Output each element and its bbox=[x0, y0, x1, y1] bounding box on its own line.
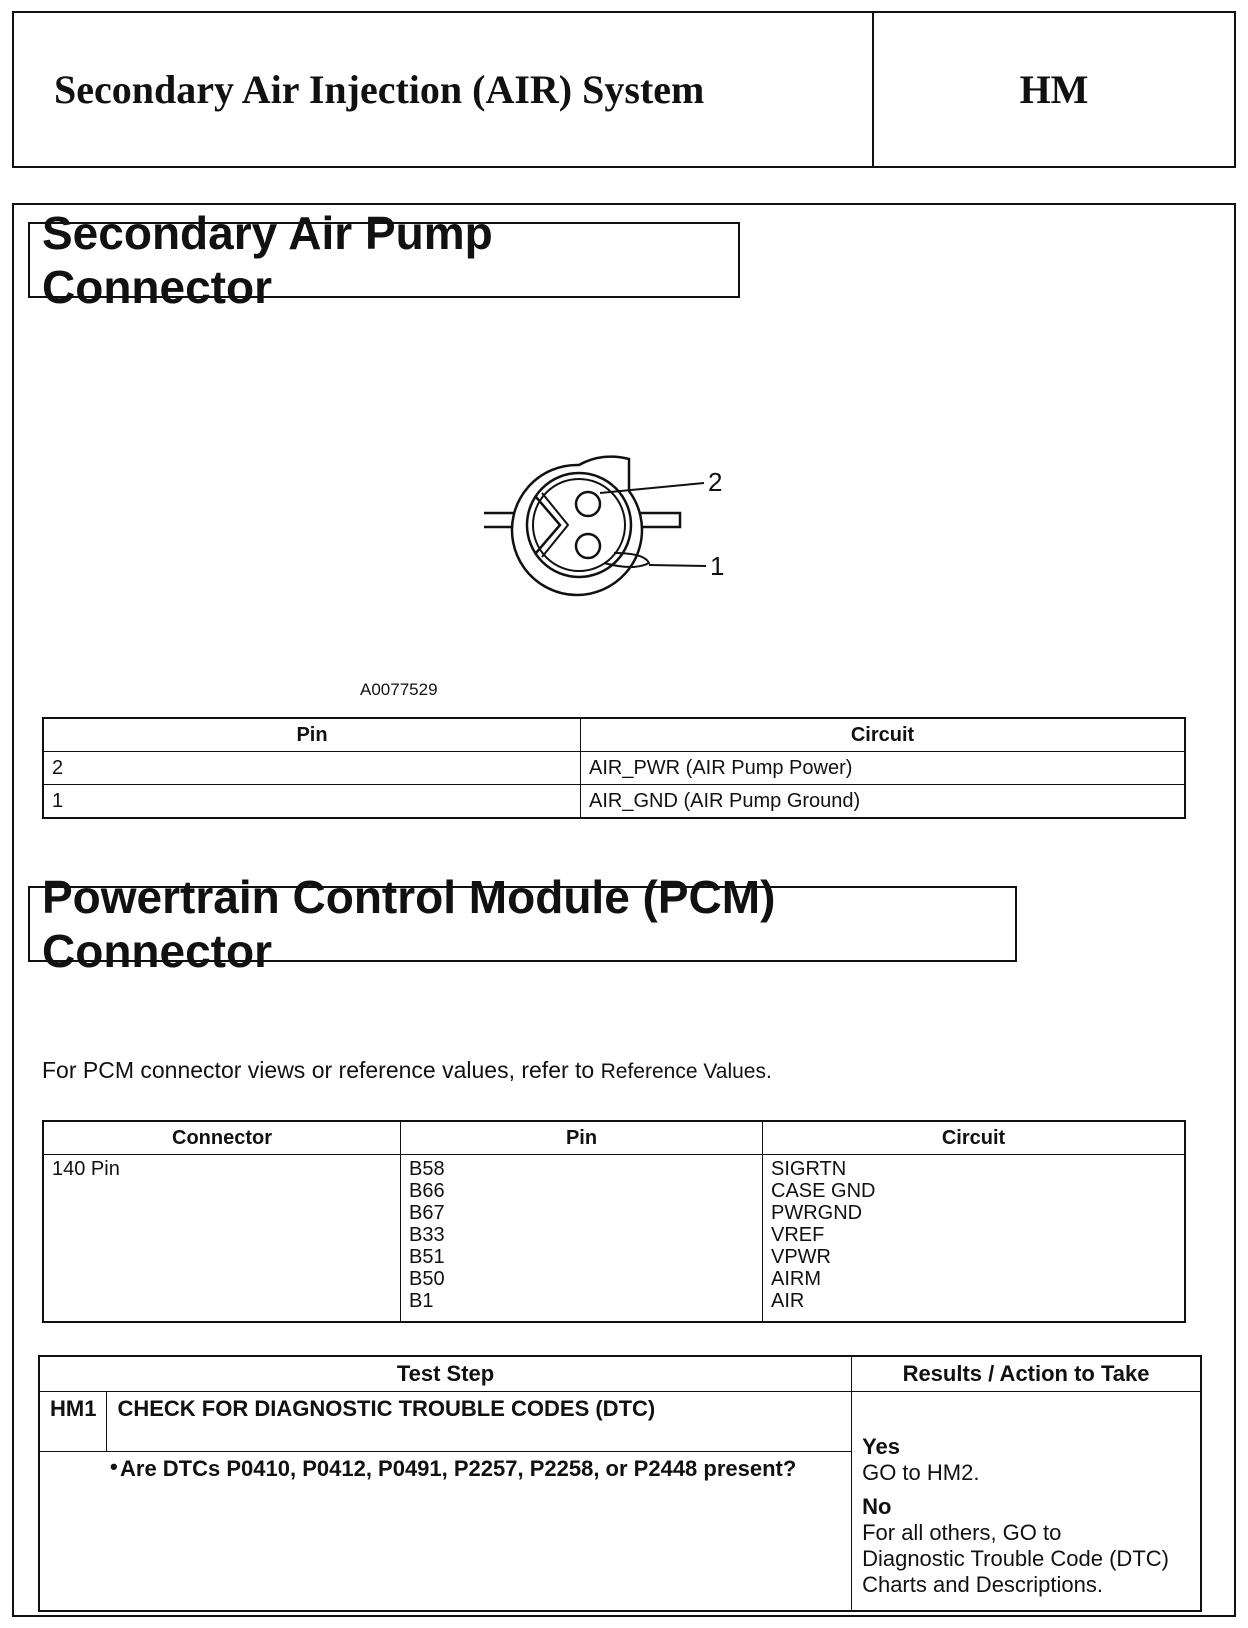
pin-value: B1 bbox=[409, 1290, 434, 1312]
reference-note-text: For PCM connector views or reference values, refer to bbox=[42, 1057, 601, 1083]
circuit-value: AIRM bbox=[771, 1268, 821, 1290]
results-cell bbox=[852, 1392, 1201, 1612]
table-row bbox=[39, 1392, 1201, 1452]
page-header bbox=[12, 11, 1236, 168]
result-yes-action[interactable]: GO to HM2. bbox=[862, 1460, 980, 1485]
step-title: CHECK FOR DIAGNOSTIC TROUBLE CODES (DTC) bbox=[107, 1392, 852, 1452]
test-step-table bbox=[38, 1355, 1202, 1612]
reference-note bbox=[42, 1057, 772, 1084]
page-title: Secondary Air Injection (AIR) System bbox=[14, 13, 874, 166]
pin-cell: 1 bbox=[43, 785, 581, 819]
result-no-action-line[interactable]: Diagnostic Trouble Code (DTC) bbox=[862, 1546, 1169, 1571]
circuit-value: AIR bbox=[771, 1290, 805, 1312]
result-no-label: No bbox=[862, 1494, 892, 1519]
column-header-results: Results / Action to Take bbox=[852, 1356, 1201, 1392]
section-title-air-pump-connector: Secondary Air Pump Connector bbox=[28, 222, 740, 298]
callout-label-pin-2: 2 bbox=[708, 467, 723, 497]
column-header-pin: Pin bbox=[401, 1121, 763, 1155]
circuit-list-cell bbox=[763, 1155, 1186, 1323]
table-row bbox=[43, 752, 1185, 785]
pin-cell: 2 bbox=[43, 752, 581, 785]
pin-value: B33 bbox=[409, 1224, 445, 1246]
column-header-circuit: Circuit bbox=[581, 718, 1186, 752]
table-header-row bbox=[39, 1356, 1201, 1392]
table-header-row bbox=[43, 1121, 1185, 1155]
result-no-action-line: For all others, GO to bbox=[862, 1520, 1062, 1545]
table-header-row bbox=[43, 718, 1185, 752]
step-question: Are DTCs P0410, P0412, P0491, P2257, P2258, or P2448 present? bbox=[120, 1456, 797, 1481]
bullet-icon: • bbox=[110, 1454, 118, 1479]
reference-values-link[interactable]: Reference Values. bbox=[600, 1060, 772, 1083]
circuit-cell: AIR_PWR (AIR Pump Power) bbox=[581, 752, 1186, 785]
pin-value: B58 bbox=[409, 1158, 445, 1180]
step-question-cell bbox=[39, 1452, 852, 1612]
circuit-value: VPWR bbox=[771, 1246, 831, 1268]
pin-value: B51 bbox=[409, 1246, 445, 1268]
table-row bbox=[43, 785, 1185, 819]
pin-value: B50 bbox=[409, 1268, 445, 1290]
step-id: HM1 bbox=[39, 1392, 107, 1452]
section-title-pcm-connector: Powertrain Control Module (PCM) Connector bbox=[28, 886, 1017, 962]
circuit-value: SIGRTN bbox=[771, 1158, 847, 1180]
pin-value: B66 bbox=[409, 1180, 445, 1202]
column-header-connector: Connector bbox=[43, 1121, 401, 1155]
column-header-pin: Pin bbox=[43, 718, 581, 752]
circuit-cell: AIR_GND (AIR Pump Ground) bbox=[581, 785, 1186, 819]
column-header-circuit: Circuit bbox=[763, 1121, 1186, 1155]
circuit-value: CASE GND bbox=[771, 1180, 876, 1202]
air-pump-pin-table bbox=[42, 717, 1186, 819]
result-no-action-line[interactable]: Charts and Descriptions. bbox=[862, 1572, 1103, 1597]
circuit-value: VREF bbox=[771, 1224, 825, 1246]
pin-value: B67 bbox=[409, 1202, 445, 1224]
pin-list-cell bbox=[401, 1155, 763, 1323]
circuit-value: PWRGND bbox=[771, 1202, 863, 1224]
figure-id: A0077529 bbox=[360, 680, 438, 699]
result-yes-label: Yes bbox=[862, 1434, 901, 1459]
connector-cell: 140 Pin bbox=[43, 1155, 401, 1323]
pcm-connector-table bbox=[42, 1120, 1186, 1323]
air-pump-connector-diagram bbox=[484, 453, 784, 613]
callout-label-pin-1: 1 bbox=[710, 551, 725, 581]
column-header-test-step: Test Step bbox=[39, 1356, 852, 1392]
section-code: HM bbox=[1019, 67, 1089, 112]
table-row bbox=[43, 1155, 1185, 1323]
